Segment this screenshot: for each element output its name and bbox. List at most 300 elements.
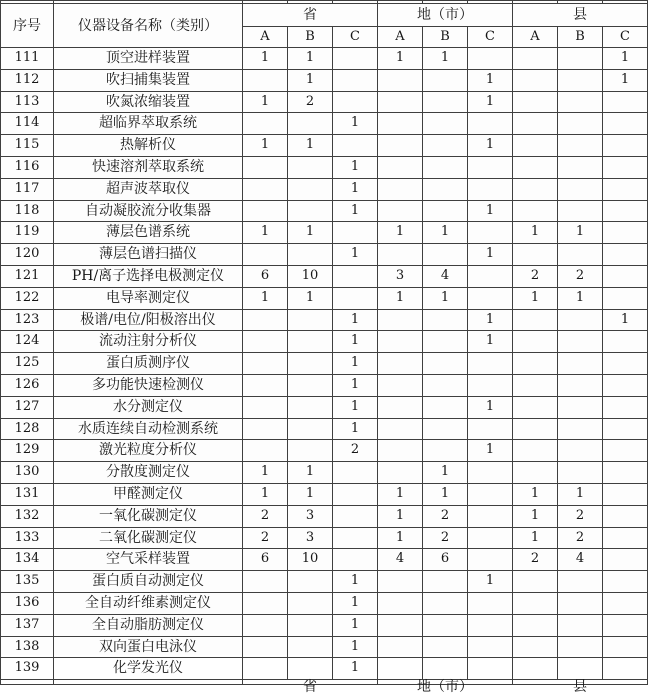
cell-serial-number: 137 xyxy=(1,614,54,636)
partial-group-county: 县 xyxy=(513,680,648,685)
cell-quota-value: 1 xyxy=(423,287,468,309)
cell-quota-value: 1 xyxy=(243,48,288,70)
cell-quota-value: 1 xyxy=(243,135,288,157)
cell-quota-value xyxy=(378,353,423,375)
cell-quota-value: 1 xyxy=(288,462,333,484)
cell-quota-value xyxy=(558,636,603,658)
cell-quota-value xyxy=(243,440,288,462)
cell-quota-value xyxy=(558,374,603,396)
cell-quota-value: 2 xyxy=(243,505,288,527)
table-row xyxy=(1,265,648,287)
cell-quota-value xyxy=(423,135,468,157)
cell-quota-value xyxy=(558,135,603,157)
cell-equipment-name: 水分测定仪 xyxy=(54,396,243,418)
cell-quota-value: 1 xyxy=(333,309,378,331)
cell-quota-value xyxy=(603,353,648,375)
cell-quota-value xyxy=(603,135,648,157)
cell-quota-value: 1 xyxy=(378,287,423,309)
cell-quota-value: 6 xyxy=(243,265,288,287)
cell-quota-value xyxy=(378,614,423,636)
cell-quota-value xyxy=(513,592,558,614)
table-row xyxy=(1,113,648,135)
cell-quota-value: 1 xyxy=(378,222,423,244)
cell-quota-value xyxy=(288,636,333,658)
cell-quota-value xyxy=(558,113,603,135)
cell-quota-value: 2 xyxy=(513,549,558,571)
header-sub-c: C xyxy=(468,27,513,48)
cell-serial-number: 113 xyxy=(1,91,54,113)
cell-quota-value: 1 xyxy=(288,483,333,505)
cell-quota-value xyxy=(423,353,468,375)
cell-quota-value: 1 xyxy=(468,396,513,418)
table-row xyxy=(1,353,648,375)
cell-quota-value xyxy=(378,571,423,593)
cell-quota-value: 1 xyxy=(333,353,378,375)
table-row xyxy=(1,658,648,680)
cell-quota-value: 1 xyxy=(288,135,333,157)
table-row xyxy=(1,396,648,418)
cell-quota-value xyxy=(378,331,423,353)
cell-quota-value xyxy=(288,396,333,418)
cell-quota-value xyxy=(468,462,513,484)
cell-quota-value xyxy=(288,614,333,636)
table-row xyxy=(1,374,648,396)
table-body xyxy=(1,48,648,680)
cell-quota-value xyxy=(333,91,378,113)
cell-quota-value xyxy=(423,200,468,222)
cell-quota-value xyxy=(513,396,558,418)
cell-quota-value xyxy=(378,462,423,484)
cell-serial-number: 114 xyxy=(1,113,54,135)
cell-equipment-name: 空气采样装置 xyxy=(54,549,243,571)
header-group-province: 省 xyxy=(243,4,378,27)
cell-quota-value xyxy=(378,91,423,113)
cell-quota-value xyxy=(333,265,378,287)
cell-quota-value: 1 xyxy=(243,222,288,244)
bottom-partial-header-row xyxy=(1,680,648,685)
cell-quota-value: 1 xyxy=(558,287,603,309)
cell-quota-value: 1 xyxy=(333,374,378,396)
table-row xyxy=(1,636,648,658)
header-sub-a: A xyxy=(513,27,558,48)
cell-quota-value xyxy=(333,462,378,484)
cell-quota-value: 1 xyxy=(333,636,378,658)
cell-quota-value xyxy=(288,200,333,222)
cell-quota-value xyxy=(603,614,648,636)
cell-equipment-name: 流动注射分析仪 xyxy=(54,331,243,353)
cell-quota-value xyxy=(378,592,423,614)
cell-quota-value xyxy=(468,549,513,571)
cell-serial-number: 135 xyxy=(1,571,54,593)
cell-quota-value xyxy=(513,418,558,440)
cell-quota-value xyxy=(243,200,288,222)
cell-quota-value xyxy=(513,48,558,70)
table-row xyxy=(1,222,648,244)
header-sub-c: C xyxy=(333,27,378,48)
cell-quota-value xyxy=(468,156,513,178)
cell-equipment-name: 薄层色谱系统 xyxy=(54,222,243,244)
cell-quota-value: 1 xyxy=(333,178,378,200)
cell-equipment-name: 多功能快速检测仪 xyxy=(54,374,243,396)
cell-quota-value xyxy=(603,331,648,353)
table-row xyxy=(1,571,648,593)
cell-quota-value: 1 xyxy=(468,309,513,331)
header-serial-number: 序号 xyxy=(1,4,54,48)
cell-quota-value xyxy=(378,178,423,200)
cell-equipment-name: 化学发光仪 xyxy=(54,658,243,680)
cell-quota-value xyxy=(288,156,333,178)
table-row xyxy=(1,91,648,113)
cell-quota-value xyxy=(558,244,603,266)
cell-equipment-name: 激光粒度分析仪 xyxy=(54,440,243,462)
cell-quota-value xyxy=(558,91,603,113)
table-row xyxy=(1,483,648,505)
cell-quota-value xyxy=(513,353,558,375)
table-row xyxy=(1,614,648,636)
cell-quota-value xyxy=(603,178,648,200)
cell-serial-number: 123 xyxy=(1,309,54,331)
cell-quota-value xyxy=(288,418,333,440)
cell-quota-value xyxy=(243,571,288,593)
cell-quota-value xyxy=(558,658,603,680)
cell-quota-value xyxy=(468,265,513,287)
cell-quota-value xyxy=(243,69,288,91)
header-sub-b: B xyxy=(558,27,603,48)
cell-equipment-name: 双向蛋白电泳仪 xyxy=(54,636,243,658)
cell-quota-value xyxy=(333,135,378,157)
cell-equipment-name: 薄层色谱扫描仪 xyxy=(54,244,243,266)
cell-quota-value xyxy=(603,91,648,113)
cell-quota-value xyxy=(243,374,288,396)
cell-quota-value xyxy=(378,418,423,440)
cell-serial-number: 133 xyxy=(1,527,54,549)
cell-quota-value: 1 xyxy=(333,658,378,680)
cell-quota-value xyxy=(513,614,558,636)
cell-quota-value xyxy=(288,309,333,331)
cell-serial-number: 120 xyxy=(1,244,54,266)
cell-quota-value xyxy=(603,658,648,680)
cell-quota-value xyxy=(513,374,558,396)
cell-quota-value: 1 xyxy=(468,331,513,353)
cell-quota-value xyxy=(603,374,648,396)
cell-quota-value: 4 xyxy=(378,549,423,571)
cell-quota-value: 1 xyxy=(288,69,333,91)
cell-quota-value xyxy=(558,418,603,440)
cell-quota-value xyxy=(243,614,288,636)
cell-quota-value: 1 xyxy=(423,483,468,505)
table-row xyxy=(1,549,648,571)
cell-quota-value: 1 xyxy=(558,483,603,505)
cell-quota-value xyxy=(378,309,423,331)
cell-equipment-name: 自动凝胶流分收集器 xyxy=(54,200,243,222)
cell-quota-value xyxy=(558,592,603,614)
cell-quota-value: 1 xyxy=(378,527,423,549)
cell-quota-value xyxy=(468,592,513,614)
cell-quota-value: 1 xyxy=(333,592,378,614)
cell-quota-value xyxy=(288,178,333,200)
cell-quota-value xyxy=(423,91,468,113)
cell-quota-value xyxy=(603,156,648,178)
cell-quota-value: 1 xyxy=(513,527,558,549)
cell-quota-value xyxy=(558,178,603,200)
cell-quota-value: 1 xyxy=(243,483,288,505)
cell-quota-value: 6 xyxy=(423,549,468,571)
cell-quota-value xyxy=(468,614,513,636)
cell-quota-value xyxy=(333,287,378,309)
cell-serial-number: 138 xyxy=(1,636,54,658)
cell-quota-value xyxy=(603,440,648,462)
cell-quota-value xyxy=(513,636,558,658)
cell-quota-value xyxy=(603,265,648,287)
cell-quota-value xyxy=(468,374,513,396)
cell-quota-value: 10 xyxy=(288,265,333,287)
cell-quota-value xyxy=(243,418,288,440)
cell-quota-value: 2 xyxy=(423,527,468,549)
cell-equipment-name: 吹氮浓缩装置 xyxy=(54,91,243,113)
cell-quota-value xyxy=(603,483,648,505)
cell-quota-value xyxy=(468,113,513,135)
cell-quota-value xyxy=(603,549,648,571)
cell-quota-value: 1 xyxy=(333,331,378,353)
cell-quota-value xyxy=(468,287,513,309)
cell-quota-value xyxy=(558,614,603,636)
cell-quota-value xyxy=(468,48,513,70)
cell-quota-value xyxy=(243,396,288,418)
cell-quota-value xyxy=(468,178,513,200)
cell-quota-value xyxy=(243,331,288,353)
cell-quota-value: 1 xyxy=(288,287,333,309)
cell-quota-value: 10 xyxy=(288,549,333,571)
cell-quota-value xyxy=(243,244,288,266)
cell-quota-value: 1 xyxy=(333,614,378,636)
table-row xyxy=(1,418,648,440)
cell-quota-value xyxy=(243,592,288,614)
cell-quota-value xyxy=(378,374,423,396)
cell-quota-value: 1 xyxy=(468,200,513,222)
cell-quota-value xyxy=(513,331,558,353)
cell-quota-value xyxy=(558,48,603,70)
cell-quota-value: 1 xyxy=(333,200,378,222)
cell-quota-value xyxy=(378,440,423,462)
cell-quota-value xyxy=(603,200,648,222)
cell-quota-value xyxy=(423,331,468,353)
cell-quota-value xyxy=(423,374,468,396)
cell-quota-value xyxy=(378,636,423,658)
cell-quota-value: 2 xyxy=(513,265,558,287)
cell-quota-value xyxy=(513,244,558,266)
cell-equipment-name: 水质连续自动检测系统 xyxy=(54,418,243,440)
partial-cell xyxy=(1,680,54,685)
cell-quota-value: 4 xyxy=(558,549,603,571)
cell-quota-value: 3 xyxy=(288,527,333,549)
cell-equipment-name: 蛋白质自动测定仪 xyxy=(54,571,243,593)
cell-serial-number: 124 xyxy=(1,331,54,353)
cell-quota-value xyxy=(603,244,648,266)
cell-quota-value xyxy=(378,69,423,91)
cell-quota-value xyxy=(333,527,378,549)
cell-quota-value xyxy=(603,418,648,440)
cell-quota-value xyxy=(603,527,648,549)
cell-quota-value xyxy=(243,113,288,135)
table-row xyxy=(1,592,648,614)
cell-serial-number: 117 xyxy=(1,178,54,200)
cell-serial-number: 139 xyxy=(1,658,54,680)
cell-serial-number: 118 xyxy=(1,200,54,222)
cell-quota-value xyxy=(378,658,423,680)
partial-cell xyxy=(54,680,243,685)
partial-group-prefecture: 地（市） xyxy=(378,680,513,685)
cell-quota-value xyxy=(243,178,288,200)
cell-quota-value xyxy=(333,549,378,571)
cell-quota-value: 1 xyxy=(423,222,468,244)
cell-equipment-name: 分散度测定仪 xyxy=(54,462,243,484)
cell-quota-value xyxy=(288,331,333,353)
cell-quota-value xyxy=(558,571,603,593)
cell-quota-value xyxy=(288,244,333,266)
cell-quota-value xyxy=(558,200,603,222)
cell-quota-value: 1 xyxy=(288,222,333,244)
cell-equipment-name: 极谱/电位/阳极溶出仪 xyxy=(54,309,243,331)
cell-quota-value: 1 xyxy=(423,48,468,70)
cell-quota-value xyxy=(603,287,648,309)
table-row xyxy=(1,462,648,484)
cell-quota-value xyxy=(288,658,333,680)
cell-quota-value xyxy=(423,309,468,331)
cell-quota-value xyxy=(423,156,468,178)
cell-quota-value xyxy=(423,658,468,680)
cell-quota-value xyxy=(423,178,468,200)
cell-quota-value xyxy=(603,592,648,614)
cell-quota-value xyxy=(468,483,513,505)
cell-equipment-name: 热解析仪 xyxy=(54,135,243,157)
cell-quota-value xyxy=(243,309,288,331)
cell-serial-number: 115 xyxy=(1,135,54,157)
cell-equipment-name: 快速溶剂萃取系统 xyxy=(54,156,243,178)
cell-equipment-name: 全自动纤维素测定仪 xyxy=(54,592,243,614)
cell-quota-value xyxy=(423,396,468,418)
cell-quota-value xyxy=(243,636,288,658)
cell-quota-value: 2 xyxy=(423,505,468,527)
cell-quota-value xyxy=(513,309,558,331)
table-row xyxy=(1,69,648,91)
cell-quota-value xyxy=(513,156,558,178)
cell-quota-value xyxy=(468,418,513,440)
cell-quota-value xyxy=(378,135,423,157)
cell-quota-value: 1 xyxy=(378,483,423,505)
cell-serial-number: 132 xyxy=(1,505,54,527)
cell-quota-value xyxy=(603,113,648,135)
cell-serial-number: 112 xyxy=(1,69,54,91)
cell-quota-value xyxy=(603,396,648,418)
cell-quota-value: 1 xyxy=(333,418,378,440)
cell-quota-value xyxy=(513,200,558,222)
cell-quota-value xyxy=(333,69,378,91)
table-row xyxy=(1,244,648,266)
cell-serial-number: 129 xyxy=(1,440,54,462)
cell-quota-value xyxy=(603,462,648,484)
cell-quota-value: 2 xyxy=(558,505,603,527)
cell-quota-value xyxy=(288,374,333,396)
cell-quota-value xyxy=(333,505,378,527)
cell-serial-number: 128 xyxy=(1,418,54,440)
cell-serial-number: 131 xyxy=(1,483,54,505)
cell-quota-value: 1 xyxy=(333,244,378,266)
cell-quota-value: 1 xyxy=(333,396,378,418)
cell-quota-value: 1 xyxy=(468,69,513,91)
cell-quota-value xyxy=(468,636,513,658)
cell-quota-value: 1 xyxy=(243,91,288,113)
cell-quota-value xyxy=(558,331,603,353)
header-sub-a: A xyxy=(378,27,423,48)
cell-quota-value xyxy=(513,440,558,462)
table-row xyxy=(1,309,648,331)
partial-group-province: 省 xyxy=(243,680,378,685)
cell-quota-value: 1 xyxy=(468,135,513,157)
cell-quota-value: 2 xyxy=(333,440,378,462)
cell-quota-value xyxy=(288,113,333,135)
cell-quota-value xyxy=(558,440,603,462)
cell-quota-value xyxy=(243,353,288,375)
cell-equipment-name: 顶空进样装置 xyxy=(54,48,243,70)
cell-serial-number: 125 xyxy=(1,353,54,375)
cell-quota-value: 1 xyxy=(333,156,378,178)
cell-serial-number: 116 xyxy=(1,156,54,178)
cell-quota-value xyxy=(423,69,468,91)
cell-quota-value: 2 xyxy=(243,527,288,549)
cell-quota-value: 1 xyxy=(513,505,558,527)
cell-quota-value xyxy=(603,571,648,593)
header-row-groups xyxy=(1,4,648,27)
cell-quota-value: 1 xyxy=(468,571,513,593)
cell-quota-value: 1 xyxy=(378,48,423,70)
cell-quota-value xyxy=(468,353,513,375)
table-row xyxy=(1,135,648,157)
cell-quota-value: 1 xyxy=(333,571,378,593)
cell-quota-value: 1 xyxy=(603,48,648,70)
cell-quota-value xyxy=(603,636,648,658)
cell-quota-value: 2 xyxy=(288,91,333,113)
cell-quota-value xyxy=(378,200,423,222)
cell-quota-value xyxy=(558,309,603,331)
cell-quota-value xyxy=(513,658,558,680)
cell-quota-value xyxy=(243,156,288,178)
table-row xyxy=(1,440,648,462)
cell-serial-number: 126 xyxy=(1,374,54,396)
cell-quota-value xyxy=(378,244,423,266)
header-sub-a: A xyxy=(243,27,288,48)
cell-quota-value xyxy=(288,440,333,462)
cell-quota-value xyxy=(423,418,468,440)
cell-serial-number: 122 xyxy=(1,287,54,309)
cell-serial-number: 134 xyxy=(1,549,54,571)
cell-quota-value xyxy=(558,69,603,91)
cell-quota-value xyxy=(513,69,558,91)
table-row xyxy=(1,287,648,309)
cell-quota-value: 1 xyxy=(243,462,288,484)
cell-quota-value xyxy=(333,48,378,70)
cell-quota-value xyxy=(468,505,513,527)
cell-equipment-name: 全自动脂肪测定仪 xyxy=(54,614,243,636)
cell-quota-value xyxy=(423,113,468,135)
cell-quota-value xyxy=(513,135,558,157)
cell-quota-value: 3 xyxy=(288,505,333,527)
cell-quota-value xyxy=(423,244,468,266)
cell-quota-value xyxy=(558,353,603,375)
table-row xyxy=(1,156,648,178)
cell-serial-number: 121 xyxy=(1,265,54,287)
cell-quota-value: 1 xyxy=(243,287,288,309)
cell-quota-value: 1 xyxy=(603,309,648,331)
